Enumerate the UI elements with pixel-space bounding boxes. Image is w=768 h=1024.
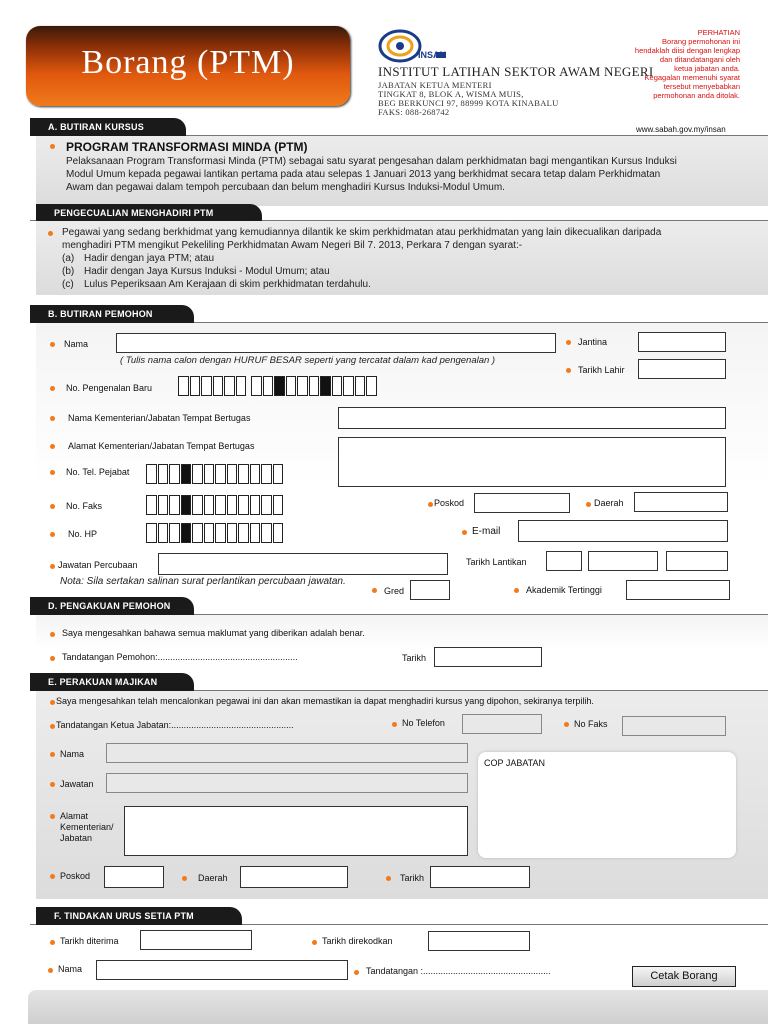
bullet-icon [50, 632, 55, 637]
bullet-icon [48, 968, 53, 973]
tarikh-direkodkan-input[interactable] [428, 931, 530, 951]
print-button[interactable]: Cetak Borang [632, 966, 736, 987]
bullet-icon [50, 144, 55, 149]
e-alamat-line: Kementerian/ [60, 822, 114, 832]
hp-input[interactable] [146, 523, 284, 543]
poskod-label: Poskod [434, 498, 465, 508]
notice-line: dan ditandatangani oleh [659, 55, 740, 64]
bullet-icon [514, 588, 519, 593]
e-telefon-label: No Telefon [402, 718, 445, 728]
d-tarikh-label: Tarikh [402, 653, 427, 663]
bullet-icon [50, 504, 55, 509]
e-alamat-input[interactable] [124, 806, 468, 856]
e-faks-input[interactable] [622, 716, 726, 736]
kementerian-label: Nama Kementerian/Jabatan Tempat Bertugas [68, 413, 251, 423]
nama-note: ( Tulis nama calon dengan HURUF BESAR seperti yang tercatat dalam kad pengenalan ) [120, 355, 496, 366]
email-label: E-mail [472, 526, 501, 537]
bullet-icon [50, 700, 55, 705]
bullet-icon [50, 724, 55, 729]
bullet-icon [462, 530, 467, 535]
e-poskod-label: Poskod [60, 871, 91, 881]
tel-input[interactable] [146, 464, 284, 484]
tarikh-lantikan-month[interactable] [588, 551, 658, 571]
notice-line: Kegagalan memenuhi syarat [644, 73, 740, 82]
e-tarikh-input[interactable] [430, 866, 530, 888]
tarikh-lahir-label: Tarikh Lahir [578, 365, 625, 375]
tarikh-lahir-input[interactable] [638, 359, 726, 379]
e-nama-label: Nama [60, 749, 85, 759]
bullet-icon [50, 342, 55, 347]
e-signature: Tandatangan Ketua Jabatan:................................................. [56, 720, 294, 730]
email-input[interactable] [518, 520, 728, 542]
bullet-icon [50, 532, 55, 537]
bullet-icon [50, 940, 55, 945]
page-title: Borang (PTM) [81, 44, 295, 81]
bullet-icon [50, 470, 55, 475]
section-d-panel [36, 615, 768, 675]
section-f-heading: F. TINDAKAN URUS SETIA PTM [36, 907, 242, 925]
bullet-icon [50, 752, 55, 757]
e-poskod-input[interactable] [104, 866, 164, 888]
e-daerah-input[interactable] [240, 866, 348, 888]
f-nama-label: Nama [58, 964, 83, 974]
bullet-icon [354, 970, 359, 975]
tarikh-lantikan-year[interactable] [666, 551, 728, 571]
website-link[interactable]: www.sabah.gov.my/insan [636, 125, 726, 134]
bullet-icon [392, 722, 397, 727]
hp-label: No. HP [68, 529, 98, 539]
e-nama-input[interactable] [106, 743, 468, 763]
exemption-item-key: (a) [62, 253, 75, 264]
f-nama-input[interactable] [96, 960, 348, 980]
e-statement: Saya mengesahkan telah mencalonkan pegawai ini dan akan memastikan ia dapat menghadiri kursus yang dipohon, sekiranya terpilih. [56, 696, 594, 706]
exemption-item: Hadir dengan Jaya Kursus Induksi - Modul Umum; atau [84, 266, 330, 277]
bullet-icon [50, 416, 55, 421]
tarikh-direkodkan-label: Tarikh direkodkan [322, 936, 393, 946]
jawatan-note: Nota: Sila sertakan salinan surat perlantikan percubaan jawatan. [60, 576, 346, 587]
gred-label: Gred [384, 586, 405, 596]
bullet-icon [566, 368, 571, 373]
section-a-heading: A. BUTIRAN KURSUS [30, 118, 186, 136]
nama-label: Nama [64, 339, 89, 349]
logo-word: INSAN [418, 50, 447, 60]
program-title: PROGRAM TRANSFORMASI MINDA (PTM) [66, 140, 308, 154]
poskod-input[interactable] [474, 493, 570, 513]
address-line: BEG BERKUNCI 97, 88999 KOTA KINABALU [378, 98, 559, 108]
program-line: Pelaksanaan Program Transformasi Minda (PTM) sebagai satu syarat pengesahan dalam perkhidmatan bagi mengantikan Kursus Induksi [66, 156, 677, 167]
e-alamat-line: Alamat [60, 811, 89, 821]
bullet-icon [50, 564, 55, 569]
alamat-input[interactable] [338, 437, 726, 487]
alamat-label: Alamat Kementerian/Jabatan Tempat Bertugas [68, 441, 255, 451]
bullet-icon [586, 502, 591, 507]
bullet-icon [48, 231, 53, 236]
faks-input[interactable] [146, 495, 284, 515]
e-alamat-line: Jabatan [60, 833, 93, 843]
institution-name: INSTITUT LATIHAN SEKTOR AWAM NEGERI [378, 64, 654, 79]
jantina-label: Jantina [578, 337, 608, 347]
e-jawatan-label: Jawatan [60, 779, 94, 789]
e-tarikh-label: Tarikh [400, 873, 425, 883]
bullet-icon [564, 722, 569, 727]
e-alamat-label [60, 811, 114, 844]
section-d-heading: D. PENGAKUAN PEMOHON [30, 597, 194, 615]
bullet-icon [50, 444, 55, 449]
bullet-icon [182, 876, 187, 881]
bullet-icon [372, 588, 377, 593]
bullet-icon [386, 876, 391, 881]
address-line: TINGKAT 8, BLOK A, WISMA MUIS, [378, 89, 524, 99]
notice-line: hendaklah diisi dengan lengkap [634, 46, 740, 55]
nama-input[interactable] [116, 333, 556, 353]
exemption-line: menghadiri PTM mengikut Pekeliling Perkhidmatan Awam Negeri Bil 7. 2013, Perkara 7 dengan syarat:- [62, 240, 523, 251]
e-daerah-label: Daerah [198, 873, 228, 883]
tarikh-lantikan-label: Tarikh Lantikan [466, 557, 527, 567]
notice-line: ketua jabatan anda. [674, 64, 740, 73]
e-telefon-input[interactable] [462, 714, 542, 734]
section-b-heading: B. BUTIRAN PEMOHON [30, 305, 194, 323]
e-jawatan-input[interactable] [106, 773, 468, 793]
jantina-input[interactable] [638, 332, 726, 352]
notice-line: PERHATIAN [697, 28, 740, 37]
bullet-icon [50, 874, 55, 879]
jawatan-label: Jawatan Percubaan [58, 560, 138, 570]
d-tarikh-input[interactable] [434, 647, 542, 667]
bullet-icon [566, 340, 571, 345]
address-line: FAKS: 088-268742 [378, 107, 450, 117]
ic-input[interactable] [178, 376, 378, 396]
tel-label: No. Tel. Pejabat [66, 467, 130, 477]
program-line: Awam dan pegawai dalam tempoh percubaan dan belum menghadiri Kursus Induksi-Modul Umum. [66, 182, 505, 193]
tarikh-diterima-label: Tarikh diterima [60, 936, 119, 946]
section-e-heading: E. PERAKUAN MAJIKAN [30, 673, 194, 691]
d-statement: Saya mengesahkan bahawa semua maklumat yang diberikan adalah benar. [62, 628, 365, 638]
bullet-icon [50, 782, 55, 787]
exemption-item-key: (b) [62, 266, 75, 277]
gred-input[interactable] [410, 580, 450, 600]
exemption-item-key: (c) [62, 279, 74, 290]
tarikh-diterima-input[interactable] [140, 930, 252, 950]
kementerian-input[interactable] [338, 407, 726, 429]
bottom-band [28, 990, 768, 1024]
akademik-label: Akademik Tertinggi [526, 585, 602, 595]
e-faks-label: No Faks [574, 719, 608, 729]
d-signature: Tandatangan Pemohon:........................................................ [62, 652, 298, 662]
bullet-icon [50, 814, 55, 819]
ic-label: No. Pengenalan Baru [66, 383, 153, 393]
notice-block [628, 28, 740, 100]
address-line: JABATAN KETUA MENTERI [378, 80, 492, 90]
daerah-input[interactable] [634, 492, 728, 512]
bullet-icon [50, 386, 55, 391]
exemption-line: Pegawai yang sedang berkhidmat yang kemudiannya dilantik ke skim perkhidmatan atau perkhidmatan yang lain dikecualikan daripada [62, 227, 662, 238]
jawatan-input[interactable] [158, 553, 448, 575]
tarikh-lantikan-day[interactable] [546, 551, 582, 571]
exemption-item: Hadir dengan jaya PTM; atau [84, 253, 215, 264]
cop-label: COP JABATAN [484, 758, 546, 768]
notice-line: Borang permohonan ini [662, 37, 740, 46]
daerah-label: Daerah [594, 498, 624, 508]
insan-logo-icon [378, 22, 458, 68]
f-tandatangan: Tandatangan :................................................... [366, 966, 551, 976]
notice-line: permohonan anda ditolak. [653, 91, 740, 100]
exemption-item: Lulus Peperiksaan Am Kerajaan di skim perkhidmatan terdahulu. [84, 279, 371, 290]
notice-line: tersebut menyebabkan [663, 82, 740, 91]
faks-label: No. Faks [66, 501, 103, 511]
bullet-icon [312, 940, 317, 945]
akademik-input[interactable] [626, 580, 730, 600]
bullet-icon [50, 656, 55, 661]
exemption-heading: PENGECUALIAN MENGHADIRI PTM [36, 204, 262, 222]
program-line: Modul Umum kepada pegawai lantikan pertama pada atau selepas 1 Januari 2013 yang berkhidmat secara tetap dalam Perkhidmatan [66, 169, 661, 180]
bullet-icon [428, 502, 433, 507]
